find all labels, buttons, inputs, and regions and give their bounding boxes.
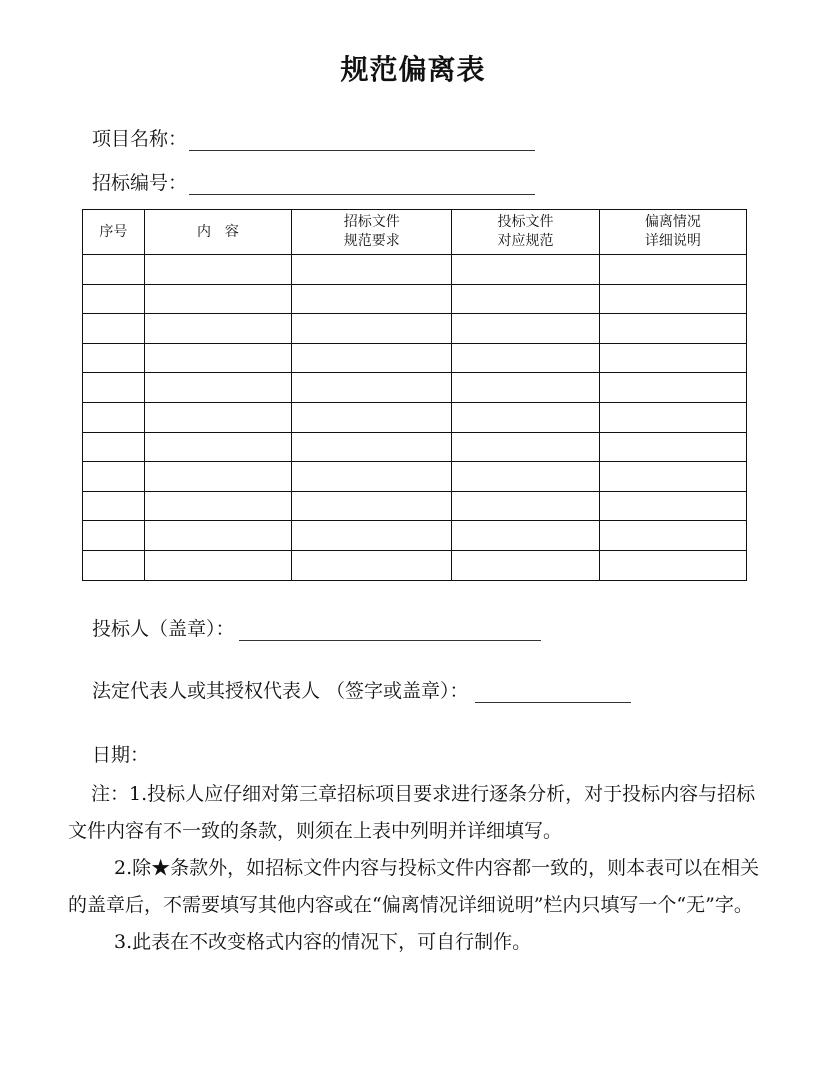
cell-seq[interactable] (83, 343, 145, 373)
cell-bid-response[interactable] (452, 550, 599, 580)
legal-rep-signature-field (92, 676, 631, 703)
cell-tender-requirement[interactable] (292, 314, 452, 344)
cell-content[interactable] (144, 373, 291, 403)
cell-deviation-detail[interactable] (599, 343, 746, 373)
cell-tender-requirement[interactable] (292, 373, 452, 403)
cell-content[interactable] (144, 550, 291, 580)
cell-content[interactable] (144, 255, 291, 285)
cell-bid-response[interactable] (452, 284, 599, 314)
cell-content[interactable] (144, 521, 291, 551)
bid-number-field (92, 168, 535, 195)
cell-content[interactable] (144, 343, 291, 373)
cell-deviation-detail[interactable] (599, 255, 746, 285)
cell-seq[interactable] (83, 491, 145, 521)
header-tender-requirement-line2: 规范要求 (343, 233, 400, 249)
bid-number-blank[interactable] (189, 174, 535, 195)
bidder-seal-label: 投标人（盖章）： (92, 618, 235, 640)
cell-seq[interactable] (83, 373, 145, 403)
cell-content[interactable] (144, 314, 291, 344)
table-row (83, 462, 747, 492)
note-3: 3.此表在不改变格式内容的情况下，可自行制作。 (114, 931, 532, 953)
cell-bid-response[interactable] (452, 373, 599, 403)
cell-bid-response[interactable] (452, 343, 599, 373)
cell-deviation-detail[interactable] (599, 432, 746, 462)
cell-deviation-detail[interactable] (599, 284, 746, 314)
cell-deviation-detail[interactable] (599, 402, 746, 432)
bidder-signature-field (92, 614, 541, 641)
header-seq: 序号 (83, 210, 145, 255)
cell-bid-response[interactable] (452, 255, 599, 285)
table-row (83, 550, 747, 580)
table-row (83, 284, 747, 314)
cell-bid-response[interactable] (452, 432, 599, 462)
table-row (83, 373, 747, 403)
header-bid-response (452, 210, 599, 255)
legal-rep-blank[interactable] (475, 682, 631, 703)
table-row (83, 491, 747, 521)
cell-deviation-detail[interactable] (599, 491, 746, 521)
project-name-blank[interactable] (189, 130, 535, 151)
date-label: 日期： (92, 744, 150, 766)
deviation-table (82, 209, 747, 581)
cell-content[interactable] (144, 491, 291, 521)
header-bid-response-line1: 投标文件 (497, 214, 554, 230)
cell-tender-requirement[interactable] (292, 284, 452, 314)
cell-seq[interactable] (83, 402, 145, 432)
page-title: 规范偏离表 (340, 53, 486, 86)
cell-deviation-detail[interactable] (599, 314, 746, 344)
cell-tender-requirement[interactable] (292, 255, 452, 285)
note-2: 2.除★条款外，如招标文件内容与投标文件内容都一致的，则本表可以在相关的盖章后，不需要填写其他内容或在“偏离情况详细说明”栏内只填写一个“无”字。 (68, 857, 760, 916)
bidder-seal-blank[interactable] (239, 620, 541, 641)
cell-bid-response[interactable] (452, 314, 599, 344)
project-name-field (92, 124, 535, 151)
cell-seq[interactable] (83, 255, 145, 285)
legal-rep-label: 法定代表人或其授权代表人 （签字或盖章）： (92, 680, 469, 702)
header-deviation-detail (599, 210, 746, 255)
note-1: 注：1.投标人应仔细对第三章招标项目要求进行逐条分析，对于投标内容与招标文件内容有不一致的条款，则须在上表中列明并详细填写。 (68, 783, 756, 842)
cell-deviation-detail[interactable] (599, 521, 746, 551)
header-tender-requirement-line1: 招标文件 (343, 214, 400, 230)
table-row (83, 314, 747, 344)
cell-tender-requirement[interactable] (292, 402, 452, 432)
cell-tender-requirement[interactable] (292, 462, 452, 492)
notes-section (68, 776, 768, 961)
cell-tender-requirement[interactable] (292, 521, 452, 551)
table-row (83, 402, 747, 432)
cell-bid-response[interactable] (452, 462, 599, 492)
cell-deviation-detail[interactable] (599, 550, 746, 580)
cell-deviation-detail[interactable] (599, 462, 746, 492)
header-tender-requirement (292, 210, 452, 255)
cell-bid-response[interactable] (452, 491, 599, 521)
cell-seq[interactable] (83, 432, 145, 462)
cell-bid-response[interactable] (452, 521, 599, 551)
cell-deviation-detail[interactable] (599, 373, 746, 403)
cell-content[interactable] (144, 402, 291, 432)
bid-number-label: 招标编号： (92, 172, 188, 194)
cell-content[interactable] (144, 462, 291, 492)
cell-tender-requirement[interactable] (292, 343, 452, 373)
project-name-label: 项目名称： (92, 128, 188, 150)
cell-seq[interactable] (83, 462, 145, 492)
cell-seq[interactable] (83, 284, 145, 314)
header-bid-response-line2: 对应规范 (497, 233, 554, 249)
cell-tender-requirement[interactable] (292, 432, 452, 462)
table-row (83, 521, 747, 551)
cell-tender-requirement[interactable] (292, 491, 452, 521)
cell-seq[interactable] (83, 521, 145, 551)
cell-seq[interactable] (83, 314, 145, 344)
header-deviation-detail-line1: 偏离情况 (644, 214, 701, 230)
table-header-row (83, 210, 747, 255)
cell-content[interactable] (144, 284, 291, 314)
table-row (83, 432, 747, 462)
header-content: 内 容 (144, 210, 291, 255)
table-row (83, 343, 747, 373)
cell-tender-requirement[interactable] (292, 550, 452, 580)
header-deviation-detail-line2: 详细说明 (644, 233, 701, 249)
cell-content[interactable] (144, 432, 291, 462)
table-row (83, 255, 747, 285)
cell-bid-response[interactable] (452, 402, 599, 432)
cell-seq[interactable] (83, 550, 145, 580)
